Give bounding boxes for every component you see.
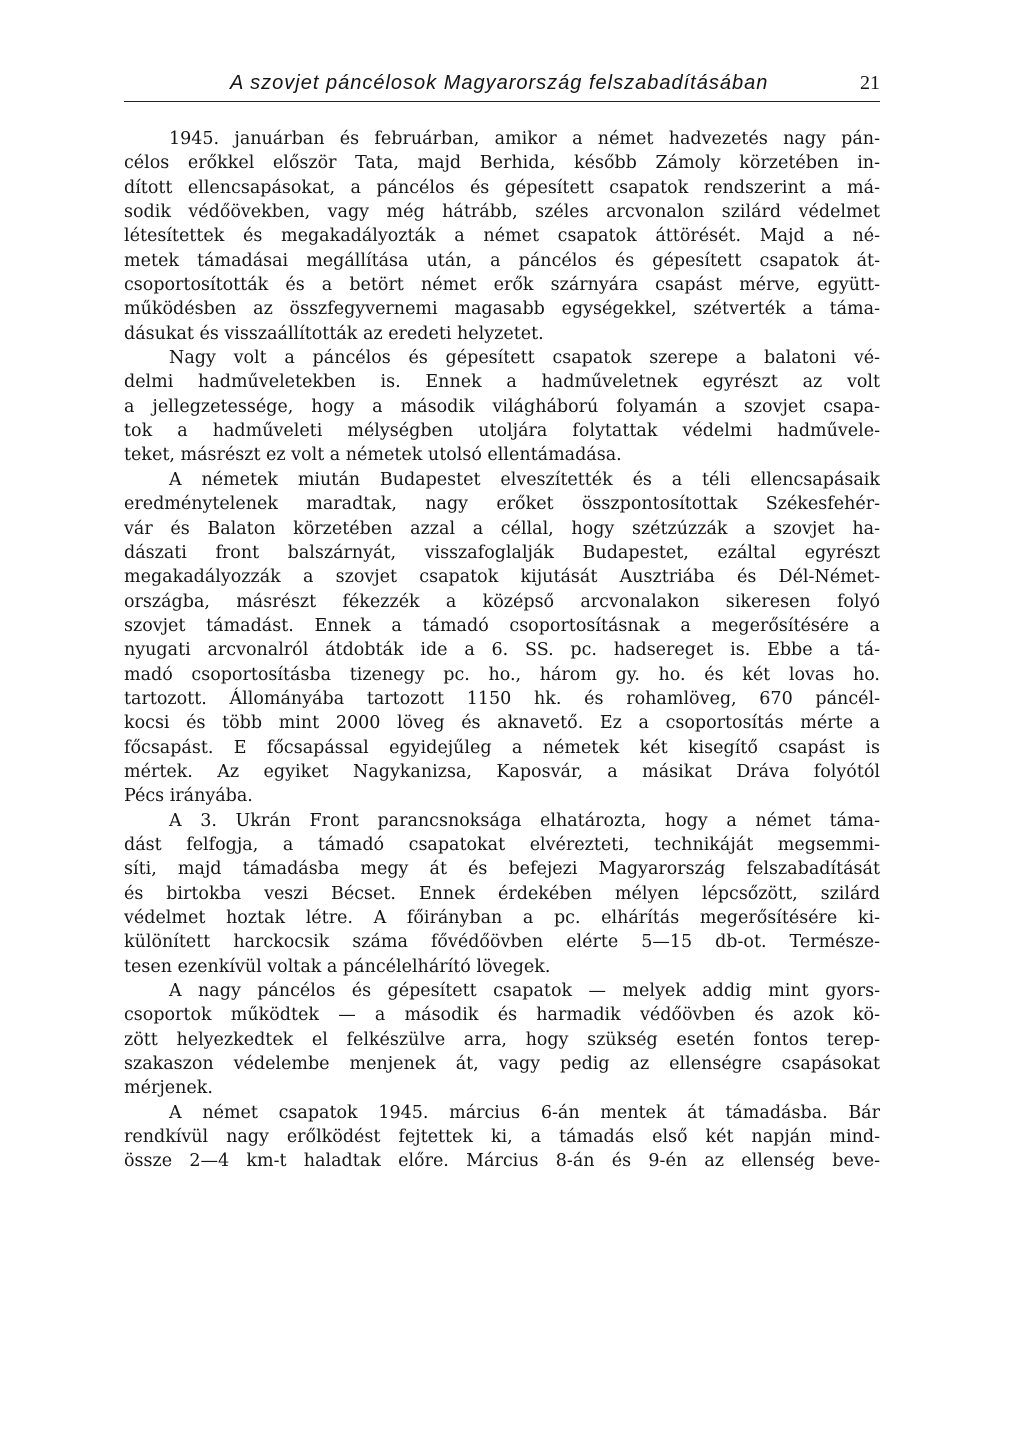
paragraph (124, 346, 880, 468)
text-line: rendkívül nagy erőlködést fejtettek ki, a támadás első két napján mind- (124, 1127, 880, 1148)
text-line: A német csapatok 1945. március 6-án mentek át támadásba. Bár (169, 1102, 880, 1123)
text-line: tartozott. Állományába tartozott 1150 hk. és rohamlöveg, 670 páncél- (124, 688, 880, 709)
text-line: szakaszon védelembe menjenek át, vagy pedig az ellenségre csapásokat (124, 1054, 880, 1075)
text-line: A németek miután Budapestet elveszítették és a téli ellencsapásaik (169, 469, 880, 490)
text-line: a jellegzetessége, hogy a második világháború folyamán a szovjet csapa- (124, 396, 880, 417)
text-line: dásukat és visszaállították az eredeti helyzetet. (124, 323, 544, 344)
text-line: létesítettek és megakadályozták a német csapatok áttörését. Majd a né- (124, 226, 880, 247)
text-line: főcsapást. E főcsapással egyidejűleg a németek két kisegítő csapást is (124, 737, 880, 758)
text-line: kocsi és több mint 2000 löveg és aknavető. Ez a csoportosítás mérte a (124, 713, 880, 734)
body-text (124, 127, 880, 1174)
text-line: különített harckocsik száma fővédőövben elérte 5—15 db-ot. Természe- (124, 932, 880, 953)
text-line: tok a hadműveleti mélységben utoljára folytattak védelmi hadművele- (124, 421, 880, 442)
text-line: nyugati arcvonalról átdobták ide a 6. SS. pc. hadsereget is. Ebbe a tá- (124, 640, 880, 661)
text-line: védelmet hoztak létre. A főirányban a pc. elhárítás megerősítésére ki- (124, 908, 880, 928)
text-line: mérjenek. (124, 1078, 213, 1099)
text-line: eredménytelenek maradtak, nagy erőket összpontosítottak Székesfehér- (124, 494, 880, 515)
text-line: szovjet támadást. Ennek a támadó csoportosításnak a megerősítésére a (124, 615, 880, 636)
text-line: csoportok működtek — a második és harmadik védőövben és azok kö- (124, 1005, 880, 1026)
text-line: metek támadásai megállítása után, a páncélos és gépesített csapatok át- (124, 250, 880, 271)
text-line: síti, majd támadásba megy át és befejezi Magyarország felszabadítását (124, 859, 880, 880)
text-line: sodik védőövekben, vagy még hátrább, széles arcvonalon szilárd védelmet (124, 202, 880, 223)
text-line: zött helyezkedtek el felkészülve arra, hogy szükség esetén fontos terep- (124, 1029, 880, 1050)
text-line: Nagy volt a páncélos és gépesített csapatok szerepe a balatoni vé- (169, 348, 880, 369)
text-line: vár és Balaton körzetében azzal a céllal, hogy szétzúzzák a szovjet ha- (124, 518, 880, 539)
paragraph (124, 979, 880, 1101)
paragraph (124, 127, 880, 346)
page-number: 21 (860, 72, 880, 94)
running-header (124, 72, 880, 102)
text-line: dást felfogja, a támadó csapatokat elvérezteti, technikáját megsemmi- (124, 834, 880, 855)
running-title: A szovjet páncélosok Magyarország felszabadításában (230, 72, 769, 94)
text-line: delmi hadműveletekben is. Ennek a hadműveletnek egyrészt az volt (124, 372, 880, 393)
text-line: madó csoportosításba tizenegy pc. ho., három gy. ho. és két lovas ho. (124, 664, 880, 685)
paragraph (124, 809, 880, 979)
paragraph (124, 1101, 880, 1174)
text-line: országba, másrészt fékezzék a középső arcvonalakon sikeresen folyó (124, 591, 880, 612)
text-line: tesen ezenkívül voltak a páncélelhárító lövegek. (124, 956, 551, 977)
text-line: megakadályozzák a szovjet csapatok kijutását Ausztriába és Dél-Német- (124, 567, 880, 588)
text-line: célos erőkkel először Tata, majd Berhida, később Zámoly körzetében in- (124, 153, 880, 174)
text-line: A 3. Ukrán Front parancsnoksága elhatározta, hogy a német táma- (169, 810, 880, 831)
text-line: össze 2—4 km-t haladtak előre. Március 8-án és 9-én az ellenség beve- (124, 1151, 880, 1172)
text-line: dászati front balszárnyát, visszafoglalják Budapestet, ezáltal egyrészt (124, 542, 880, 563)
text-line: mértek. Az egyiket Nagykanizsa, Kaposvár, a másikat Dráva folyótól (124, 761, 880, 782)
text-line: 1945. januárban és februárban, amikor a német hadvezetés nagy pán- (169, 129, 880, 149)
text-line: A nagy páncélos és gépesített csapatok — melyek addig mint gyors- (169, 981, 880, 1002)
paragraph (124, 468, 880, 809)
text-line: dított ellencsapásokat, a páncélos és gépesített csapatok rendszerint a má- (124, 177, 880, 198)
text-line: Pécs irányába. (124, 786, 253, 807)
text-line: csoportosították és a betört német erők szárnyára csapást mérve, együtt- (124, 275, 880, 296)
text-line: teket, másrészt ez volt a németek utolsó ellentámadása. (124, 445, 622, 466)
text-line: működésben az összfegyvernemi magasabb egységekkel, szétverték a táma- (124, 299, 880, 320)
text-line: és birtokba veszi Bécset. Ennek érdekében mélyen lépcsőzött, szilárd (124, 883, 880, 904)
header-rule (124, 101, 880, 102)
